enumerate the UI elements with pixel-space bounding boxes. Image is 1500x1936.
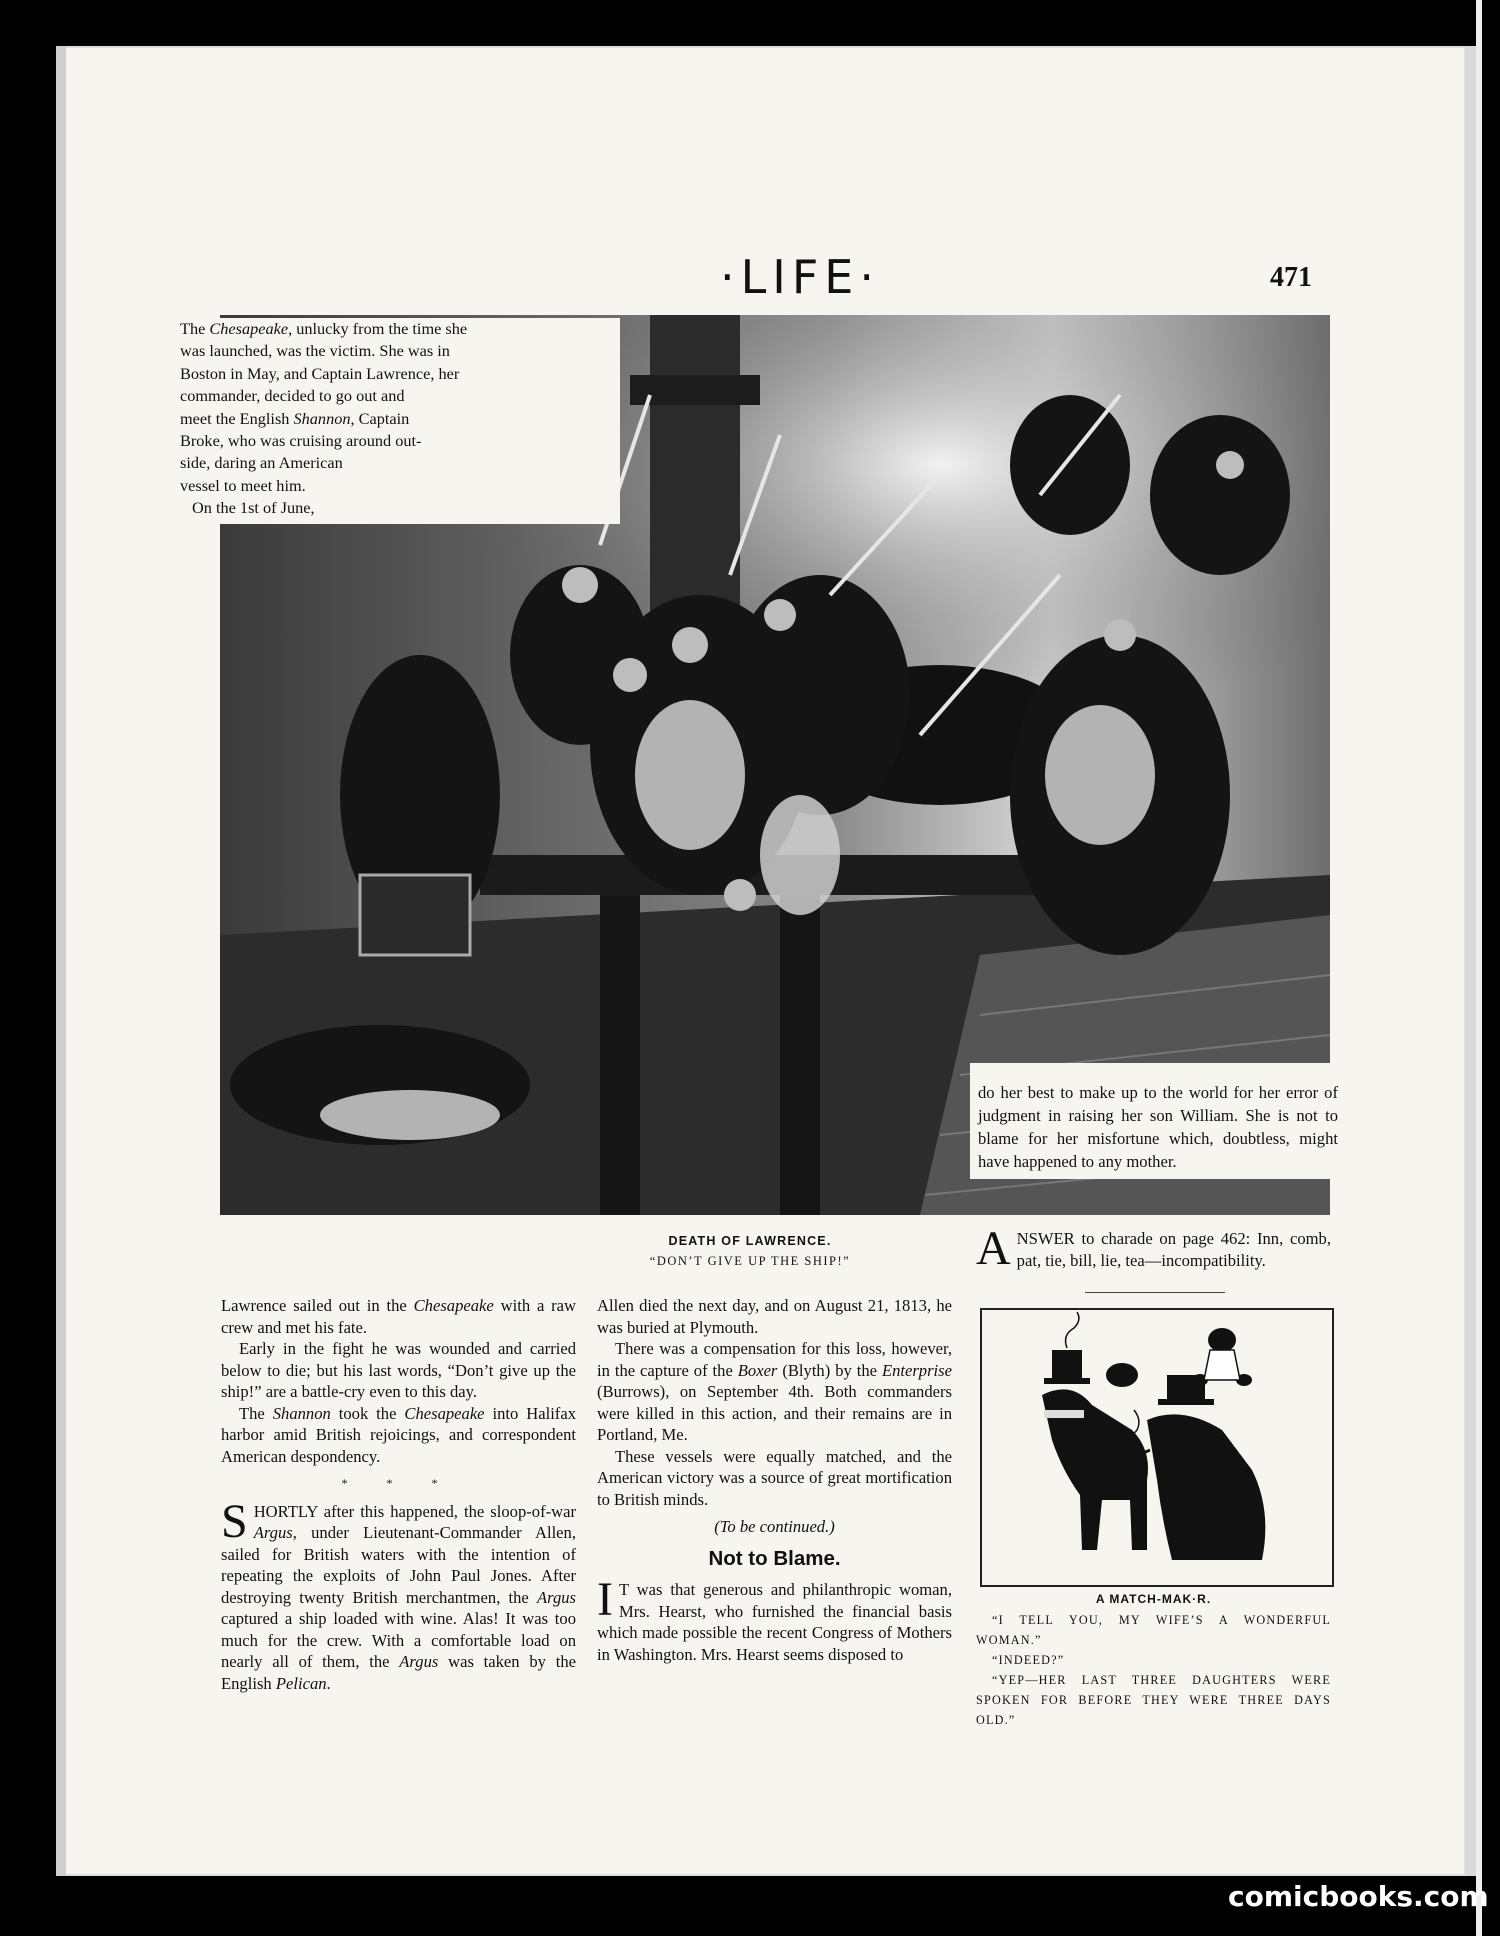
column-1	[221, 1295, 576, 1694]
column-2	[597, 1295, 952, 1665]
cartoon-match-maker	[980, 1308, 1334, 1587]
col2-para-1: Allen died the next day, and on August 21, 1813, he was buried at Plymouth.	[597, 1296, 952, 1337]
caption-quote: “DON’T GIVE UP THE SHIP!”	[649, 1254, 851, 1268]
intro-line-2: was launched, was the victim. She was in	[180, 341, 450, 361]
col2-para-2: There was a compensation for this loss, however, in the capture of the Boxer (Blyth) by the Enterprise (Burrows), on September 4th. Both commanders were killed in this action, and their remains are in Portland, Me.	[597, 1339, 952, 1444]
intro-line-7: side, daring an American	[180, 452, 440, 474]
col2-para-4	[597, 1573, 952, 1665]
page-number: 471	[1270, 262, 1312, 293]
masthead-title: ·LIFE·	[720, 250, 880, 304]
divider-rule	[1085, 1292, 1225, 1293]
cartoon-caption: A MATCH-MAK·R.	[1095, 1592, 1212, 1606]
charade-answer	[976, 1222, 1331, 1275]
caption-title: DEATH OF LAWRENCE.	[668, 1234, 832, 1248]
dropcap-a: A	[976, 1222, 1011, 1275]
col2-para-4-text: T was that generous and philanthropic woman, Mrs. Hearst, who furnished the financial basis which made possible the recent Congress of Mothers in Washington. Mrs. Hearst seems disposed to	[597, 1580, 952, 1664]
dropcap-s: S	[221, 1494, 248, 1548]
dogs-cartoon	[982, 1310, 1332, 1585]
site-watermark: comicbooks.com	[1228, 1880, 1489, 1913]
intro-line-4: commander, decided to go out and	[180, 386, 405, 406]
intro-line-1: The Chesapeake, unlucky from the time she	[180, 319, 468, 338]
col1-para-3: The Shannon took the Chesapeake into Halifax harbor amid British rejoicings, and correspondent American despondency.	[221, 1403, 576, 1466]
cartoon-quote-2: “INDEED?”	[992, 1653, 1065, 1667]
not-to-blame-heading: Not to Blame.	[708, 1546, 841, 1570]
intro-line-6: Broke, who was cruising around out-	[180, 430, 440, 452]
intro-line-9: On the 1st of June,	[180, 497, 440, 519]
col1-para-1: Lawrence sailed out in the Chesapeake with a raw crew and met his fate.	[221, 1296, 577, 1337]
col1-para-4	[221, 1494, 576, 1695]
page-gutter	[56, 46, 66, 1876]
col1-para-2: Early in the fight he was wounded and carried below to die; but his last words, “Don’t give up the ship!” are a battle-cry even to this day.	[221, 1339, 576, 1401]
section-break-stars: * * *	[341, 1476, 456, 1490]
intro-paragraph	[180, 318, 620, 524]
charade-answer-text: NSWER to charade on page 462: Inn, comb, pat, tie, bill, lie, tea—incompatibility.	[1016, 1229, 1331, 1270]
intro-line-5: meet the English Shannon, Captain	[180, 408, 410, 428]
cartoon-quote-1: “I TELL YOU, MY WIFE’S A WONDERFUL WOMAN.”	[976, 1613, 1331, 1647]
to-be-continued: (To be continued.)	[714, 1517, 835, 1536]
column-3	[976, 1222, 1331, 1275]
cartoon-quote-3: “YEP—HER LAST THREE DAUGHTERS WERE SPOKEN FOR BEFORE THEY WERE THREE DAYS OLD.”	[976, 1673, 1331, 1727]
intro-line-3: Boston in May, and Captain Lawrence, her	[180, 363, 460, 383]
col1-para-4-text: HORTLY after this happened, the sloop-of-war Argus, under Lieutenant-Commander Allen, sailed for British waters with the intention of repeating the exploits of John Paul Jones. After destroying twenty British merchantmen, the Argus captured a ship loaded with wine. Alas! It was too much for the crew. With a comfortable load on nearly all of them, the Argus was taken by the English Pelican.	[221, 1501, 576, 1693]
page-edge-outer	[1476, 0, 1482, 1936]
cartoon-text	[976, 1592, 1331, 1730]
not-to-blame-continuation	[970, 1063, 1338, 1179]
continuation-text: do her best to make up to the world for her error of judgment in raising her son William. She is not to blame for her misfortune which, doubtless, might have happened to any mother.	[978, 1083, 1338, 1171]
col2-para-3: These vessels were equally matched, and the American victory was a source of great mortification to British minds.	[597, 1446, 952, 1509]
dropcap-i: I	[597, 1573, 613, 1626]
page-edge	[1466, 46, 1476, 1876]
intro-line-8: vessel to meet him.	[180, 475, 440, 497]
